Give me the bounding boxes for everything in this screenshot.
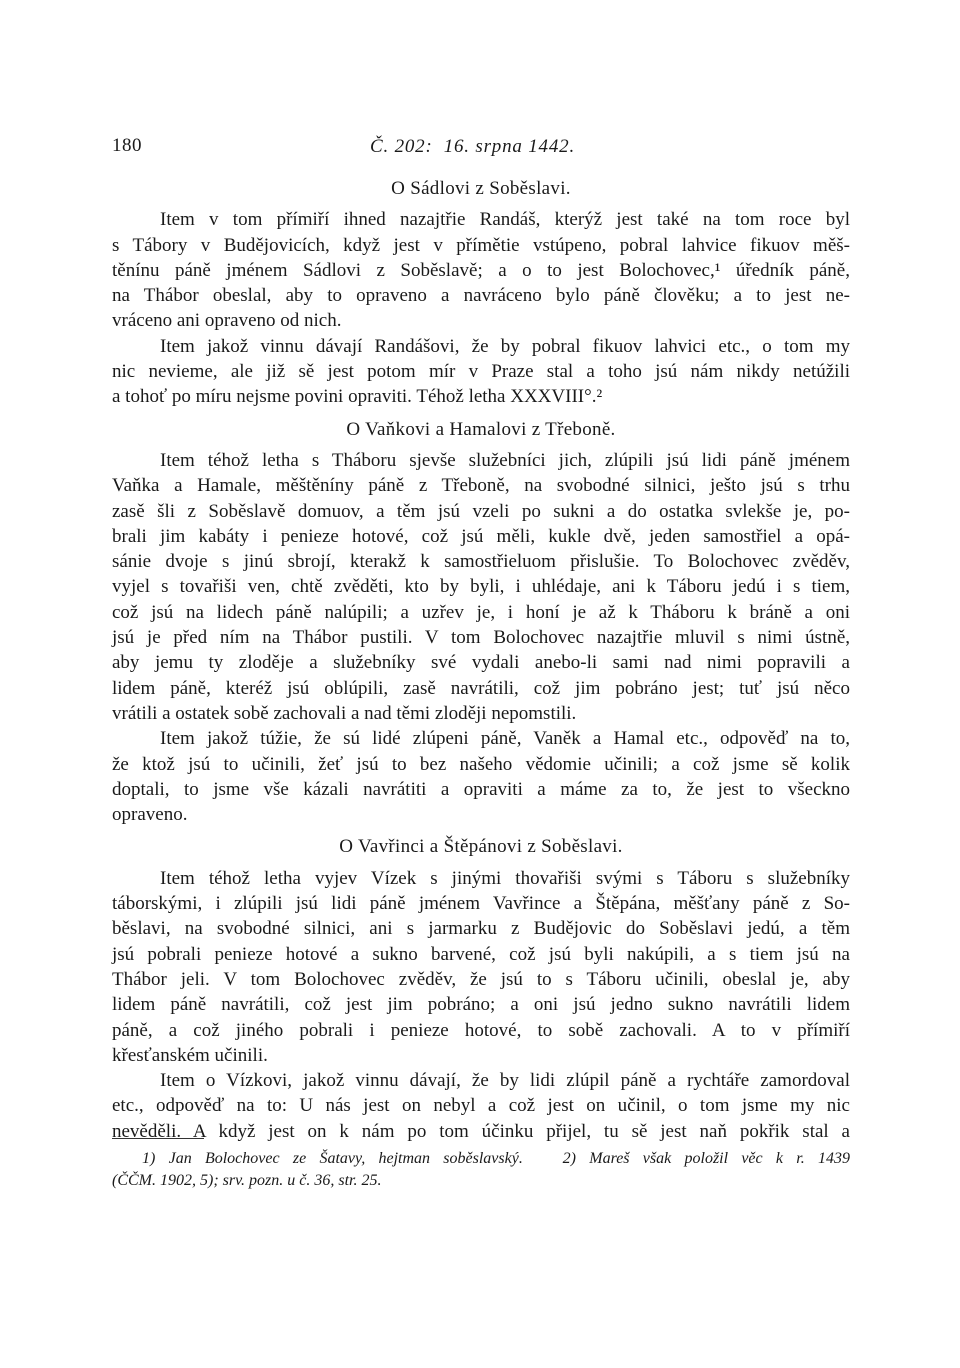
text-line: Item jakož vinnu dávají Randášovi, že by pobral fikuov lahvici etc., o tom my (160, 335, 850, 357)
paragraph (112, 207, 850, 333)
footnotes (112, 1148, 850, 1192)
page-number: 180 (112, 135, 142, 156)
paragraph (112, 334, 850, 410)
text-line: Item o Vízkovi, jakož vinnu dávají, že by lidi zlúpil páně a rychtáře zamordoval (160, 1070, 850, 1092)
text-line: Item téhož letha vyjev Vízek s jinými thovařiši svými s Táboru s služebníky (160, 867, 850, 889)
text-line: zasě šli z Soběslavě domuov, a těm jsú vzeli po sukni a do ostatka svlekše je, po- (112, 500, 850, 522)
text-line: sánie dvoje s jinú sbrojí, kterakž k samostřieluom přislušie. To Bolochovec zvěděv, (112, 551, 850, 573)
paragraph (112, 448, 850, 726)
text-line: Item jakož túžie, že sú lidé zlúpeni páně, Vaněk a Hamal etc., odpověď na to, (160, 728, 850, 750)
text-line: páně, a což jiného pobrali i penieze hotové, to sobě zachovali. A to v přímiří (112, 1019, 850, 1041)
footnote-line: (ČČM. 1902, 5); srv. pozn. u č. 36, str. 25. (112, 1172, 382, 1189)
text-line: Thábor jeli. V tom Bolochovec zvěděv, že jsú to s Táboru učinili, obeslal je, aby (112, 968, 850, 990)
text-line: Vaňka a Hamale, měštěníny páně z Třeboně, na svobodné silnici, ješto jsú s trhu (112, 475, 850, 497)
text-line: na Thábor obeslal, aby to opraveno a navráceno bylo páně člověku; a to jest ne- (112, 285, 850, 307)
text-line: aby jemu ty zloděje a služebníky své vydali anebo-li sami nad nimi popravili a (112, 652, 850, 674)
text-line: nevěděli. A když jest on k nám po tom účinku přijel, tu sě jest naň pokřik stal a (112, 1120, 850, 1142)
text-line: lidem páně navrátili, což jest jim pobráno; a oni jsú jedno sukno navrátili lidem (112, 994, 850, 1016)
text-line: jsú pobrali penieze hotové a sukno barvené, což jsú byli nakúpili, a s tiem jsú na (112, 943, 850, 965)
text-line: vrátili a ostatek sobě zachovali a nad těmi zloději nepomstili. (112, 702, 577, 724)
text-line: etc., odpověď na to: U nás jest on nebyl a což jest on učinil, o tom jsme my nic (112, 1095, 850, 1117)
text-line: lidem páně, kteréž jsú oblúpili, zasě navrátili, což jim pobráno jest; tuť jsú něco (112, 677, 850, 699)
body-text (112, 176, 850, 1144)
footnote-line: 1) Jan Bolochovec ze Šatavy, hejtman soběslavský. 2) Mareš však položil věc k r. 1439 (142, 1150, 850, 1167)
section-heading: O Sádlovi z Soběslavi. (391, 178, 571, 199)
text-line: že ktož jsú to učinili, žeť jsú to bez našeho vědomie učinili; a což jsme sě kolik (112, 753, 850, 775)
text-line: doptali, to jsme vše kázali navrátiti a opraviti a máme za to, že jest to všeckno (112, 778, 850, 800)
text-line: opraveno. (112, 804, 188, 826)
text-line: brali jim kabáty i penieze hotové, což jsú měli, kukle dvě, jeden samostřiel a opá- (112, 525, 850, 547)
text-line: nic nevieme, ale již sě jest potom mír v Praze stal a toho jsú nám nikdy netúžili (112, 361, 850, 383)
running-head: Č. 202: 16. srpna 1442. (370, 136, 575, 157)
paragraph (112, 726, 850, 827)
text-line: vyjel s tovařiši ven, chtě zvěděti, kto by byli, i uhlédaje, ani k Táboru jedú i s tiem, (112, 576, 850, 598)
paragraph (112, 866, 850, 1068)
text-line: což jsú na lidech páně nalúpili; a uzřev je, i honí je až k Tháboru k bráně a oni (112, 601, 850, 623)
text-line: těnínu páně jménem Sádlovi z Soběslavě; a o to jest Bolochovec,¹ úředník páně, (112, 259, 850, 281)
text-line: s Tábory v Budějovicích, když jest v přímětie vstúpeno, pobral lahvice fikuov měš- (112, 234, 850, 256)
text-line: běslavi, na svobodné silnici, ani s jarmarku z Budějovic do Soběslavi jedú, a těm (112, 918, 850, 940)
text-line: táborskými, i zlúpili jsú lidi páně jménem Vavřince a Štěpána, měšťany páně z So- (112, 893, 850, 915)
text-line: křesťanském učinili. (112, 1044, 268, 1066)
text-line: Item v tom přímiří ihned nazajtřie Randáš, kterýž jest také na tom roce byl (160, 209, 850, 231)
text-line: jsú je před ním na Thábor pustili. V tom Bolochovec nazajtřie mluvil s nimi ústně, (112, 627, 850, 649)
footnote-divider (112, 1138, 204, 1139)
paragraph (112, 1068, 850, 1144)
text-line: Item téhož letha s Tháboru sjevše služebníci jich, zlúpili jsú lidi páně jménem (160, 449, 850, 471)
section-heading: O Vaňkovi a Hamalovi z Třeboně. (346, 418, 616, 440)
text-line: vráceno ani opraveno od nich. (112, 310, 342, 332)
text-line: a tohoť po míru nejsme povini opraviti. Téhož letha XXXVIII°.² (112, 386, 603, 408)
section-heading: O Vavřinci a Štěpánovi z Soběslavi. (339, 836, 623, 858)
